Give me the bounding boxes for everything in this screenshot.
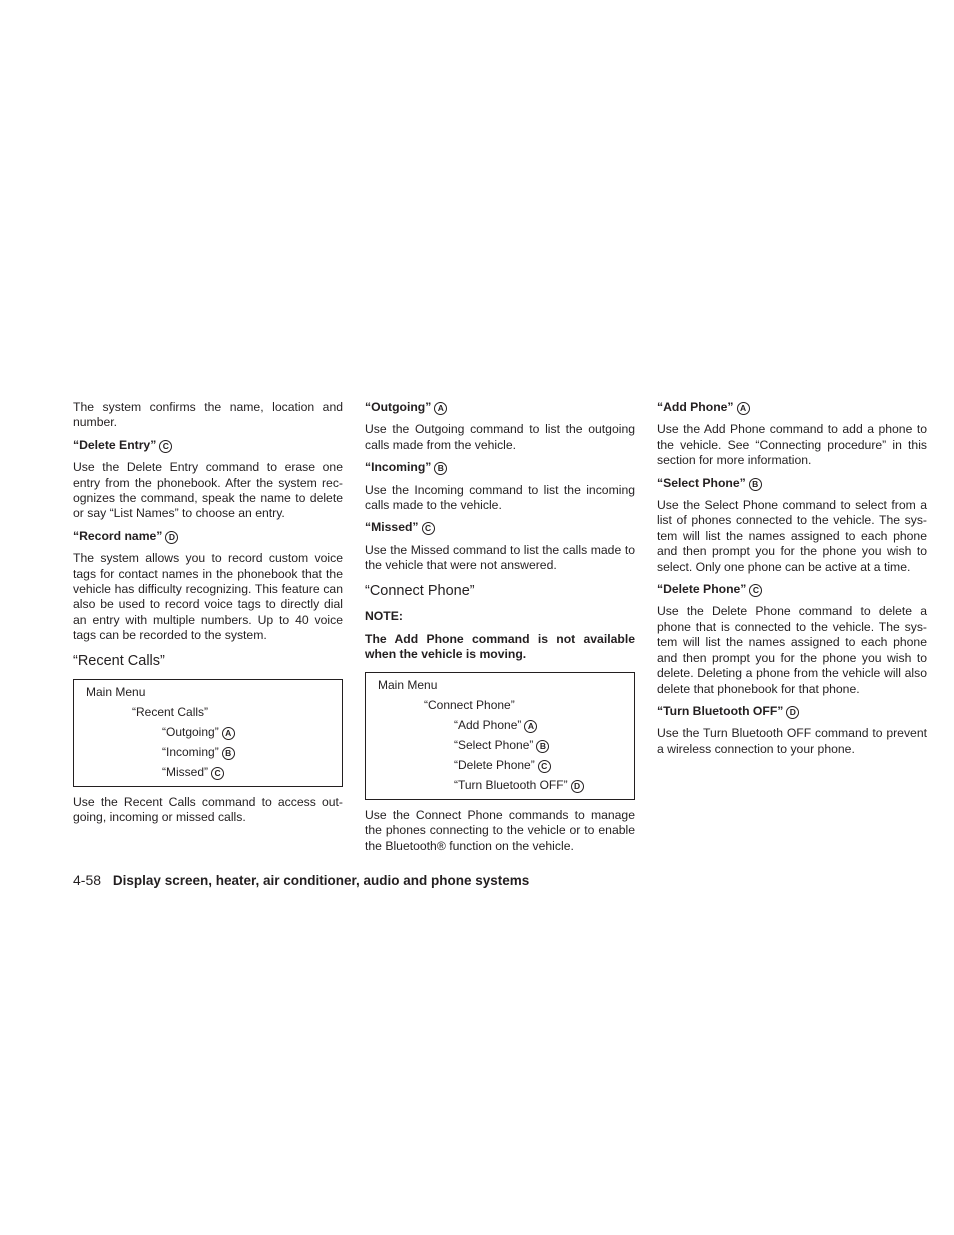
marker-d-icon: D bbox=[165, 531, 178, 544]
paragraph-confirm: The system confirms the name, location and number. bbox=[73, 400, 343, 430]
marker-c-icon: C bbox=[159, 440, 172, 453]
heading-outgoing-label: “Outgoing” bbox=[365, 400, 432, 414]
note-text: The Add Phone command is not available when the vehicle is moving. bbox=[365, 632, 635, 662]
menu-item-incoming bbox=[86, 742, 342, 762]
heading-add-phone-label: “Add Phone” bbox=[657, 400, 734, 414]
marker-d-icon: D bbox=[571, 780, 584, 793]
column-right bbox=[657, 400, 927, 764]
marker-a-icon: A bbox=[222, 727, 235, 740]
heading-select-phone-label: “Select Phone” bbox=[657, 475, 746, 490]
menu-item-label: “Incoming” bbox=[162, 744, 219, 759]
heading-incoming-label: “Incoming” bbox=[365, 460, 432, 475]
page-number: 4-58 bbox=[73, 872, 102, 888]
paragraph-record-name: The system allows you to record custom voice tags for contact names in the phonebook that the vehicle has difficulty recognizing. This feature can also be used to record voice tags to directly dial an entry with multiple numbers. Up to 40 voice tags can be recorded to the system. bbox=[73, 551, 343, 643]
paragraph-missed: Use the Missed command to list the calls made to the vehicle that were not answered. bbox=[365, 542, 635, 573]
column-left bbox=[73, 400, 343, 833]
marker-c-icon: C bbox=[211, 767, 224, 780]
menu-item-label: “Missed” bbox=[162, 764, 209, 779]
marker-b-icon: B bbox=[536, 740, 549, 753]
menu-item-label: “Outgoing” bbox=[162, 724, 219, 739]
menu-item-add-phone bbox=[378, 715, 634, 735]
column-middle bbox=[365, 400, 635, 861]
heading-add-phone bbox=[657, 400, 927, 415]
heading-missed bbox=[365, 520, 635, 535]
heading-delete-phone bbox=[657, 582, 927, 597]
menu-root: Main Menu bbox=[86, 684, 146, 699]
marker-a-icon: A bbox=[737, 402, 750, 415]
heading-delete-phone-label: “Delete Phone” bbox=[657, 582, 747, 597]
section-title-connect-phone: “Connect Phone” bbox=[365, 582, 475, 599]
paragraph-turn-bluetooth-off: Use the Turn Bluetooth OFF command to prevent a wireless connection to your phone. bbox=[657, 726, 927, 756]
marker-c-icon: C bbox=[749, 584, 762, 597]
marker-b-icon: B bbox=[749, 478, 762, 491]
menu-item-turn-bluetooth-off bbox=[378, 775, 634, 795]
heading-record-name bbox=[73, 529, 343, 544]
marker-b-icon: B bbox=[434, 462, 447, 475]
paragraph-add-phone: Use the Add Phone command to add a phone to the vehicle. See “Connecting procedure” in this section for more information. bbox=[657, 422, 927, 468]
marker-c-icon: C bbox=[422, 522, 435, 535]
menu-item-select-phone bbox=[378, 735, 634, 755]
paragraph-outgoing: Use the Outgoing command to list the outgoing calls made from the vehicle. bbox=[365, 422, 635, 452]
menu-item-label: “Delete Phone” bbox=[454, 757, 535, 772]
paragraph-incoming: Use the Incoming command to list the incoming calls made to the vehicle. bbox=[365, 482, 635, 513]
menu-level1: “Recent Calls” bbox=[132, 704, 209, 719]
page-footer bbox=[73, 871, 529, 890]
heading-delete-entry bbox=[73, 438, 343, 453]
paragraph-select-phone: Use the Select Phone command to select from a list of phones connected to the vehicle. The sys-tem will list the names assigned to each phone and then prompt you for the phone you wish to select. Only one phone can be active at a time. bbox=[657, 498, 927, 574]
paragraph-recent-calls: Use the Recent Calls command to access out-going, incoming or missed calls. bbox=[73, 794, 343, 825]
heading-record-name-label: “Record name” bbox=[73, 528, 163, 543]
marker-c-icon: C bbox=[538, 760, 551, 773]
heading-delete-entry-label: “Delete Entry” bbox=[73, 437, 157, 452]
heading-turn-bluetooth-off-label: “Turn Bluetooth OFF” bbox=[657, 703, 784, 718]
menu-item-delete-phone bbox=[378, 755, 634, 775]
heading-outgoing bbox=[365, 400, 635, 415]
menu-level1: “Connect Phone” bbox=[424, 697, 515, 712]
marker-d-icon: D bbox=[786, 706, 799, 719]
menu-item-label: “Select Phone” bbox=[454, 737, 534, 752]
heading-turn-bluetooth-off bbox=[657, 704, 927, 719]
menu-item-label: “Add Phone” bbox=[454, 717, 522, 732]
marker-a-icon: A bbox=[524, 720, 537, 733]
chapter-title: Display screen, heater, air conditioner, audio and phone systems bbox=[112, 873, 530, 888]
marker-a-icon: A bbox=[434, 402, 447, 415]
paragraph-delete-phone: Use the Delete Phone command to delete a phone that is connected to the vehicle. The sys-tem will list the names assigned to each phone and then prompt you for the phone you wish to delete. Deleting a phone from the vehicle will also delete that phonebook for that phone. bbox=[657, 604, 927, 696]
menu-item-missed bbox=[86, 762, 342, 782]
note-label: NOTE: bbox=[365, 608, 403, 623]
menu-item-label: “Turn Bluetooth OFF” bbox=[454, 777, 568, 792]
heading-missed-label: “Missed” bbox=[365, 520, 419, 535]
marker-b-icon: B bbox=[222, 747, 235, 760]
paragraph-connect-phone: Use the Connect Phone commands to manage the phones connecting to the vehicle or to enable the Bluetooth® function on the vehicle. bbox=[365, 807, 635, 853]
paragraph-delete-entry: Use the Delete Entry command to erase one entry from the phonebook. After the system rec-ognizes the command, speak the name to delete or say “List Names” to choose an entry. bbox=[73, 460, 343, 521]
section-title-recent-calls: “Recent Calls” bbox=[73, 652, 165, 669]
heading-incoming bbox=[365, 460, 635, 475]
menu-tree-connect-phone bbox=[365, 672, 635, 800]
menu-root: Main Menu bbox=[378, 677, 438, 692]
heading-select-phone bbox=[657, 476, 927, 491]
menu-tree-recent-calls bbox=[73, 679, 343, 787]
menu-item-outgoing bbox=[86, 722, 342, 742]
